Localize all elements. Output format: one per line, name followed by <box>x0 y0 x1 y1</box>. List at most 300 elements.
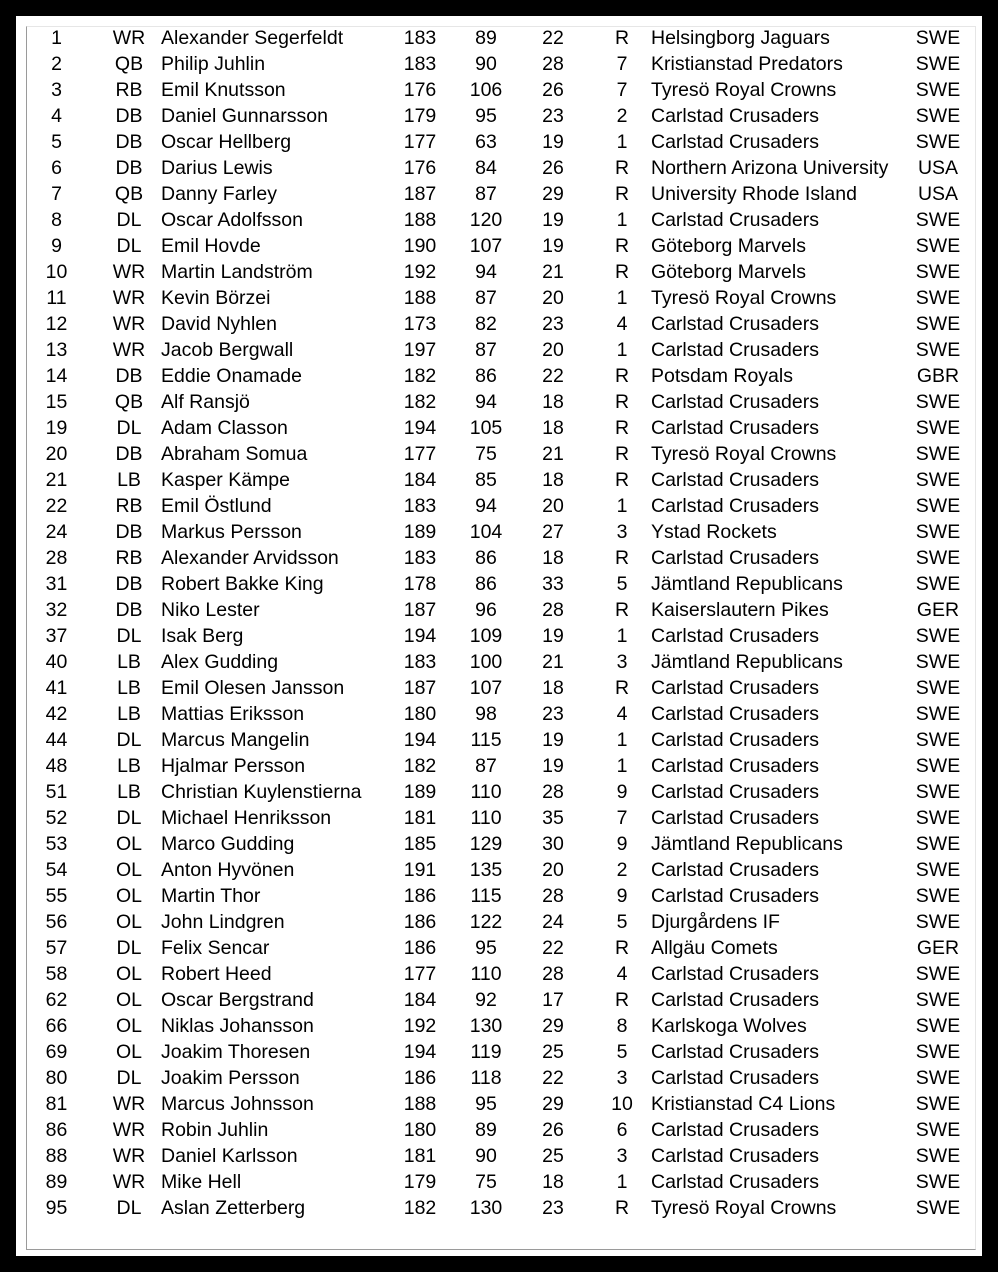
weight-value: 89 <box>475 1119 497 1141</box>
position-code: WR <box>112 339 146 361</box>
previous-club: Jämtland Republicans <box>651 651 843 673</box>
age-value: 22 <box>542 365 564 387</box>
table-row <box>16 415 965 441</box>
player-name: Emil Knutsson <box>161 79 286 101</box>
weight-value: 84 <box>475 157 497 179</box>
weight-value: 94 <box>475 391 497 413</box>
table-row <box>16 1117 965 1143</box>
player-name: Kevin Börzei <box>161 287 271 309</box>
experience-value: 3 <box>616 1067 628 1089</box>
weight-value: 96 <box>475 599 497 621</box>
nationality-code: GBR <box>916 365 960 387</box>
age-value: 25 <box>542 1041 564 1063</box>
weight-value: 87 <box>475 339 497 361</box>
experience-value: 9 <box>616 781 628 803</box>
table-row <box>16 571 965 597</box>
experience-value: R <box>614 937 630 959</box>
table-row <box>16 129 965 155</box>
table-row <box>16 181 965 207</box>
experience-value: 6 <box>616 1119 628 1141</box>
weight-value: 119 <box>470 1041 502 1063</box>
height-value: 192 <box>403 1015 437 1037</box>
height-value: 183 <box>403 547 437 569</box>
position-code: RB <box>115 495 143 517</box>
jersey-number: 3 <box>51 79 62 101</box>
height-value: 185 <box>403 833 437 855</box>
nationality-code: SWE <box>915 1145 961 1167</box>
previous-club: Tyresö Royal Crowns <box>651 443 837 465</box>
position-code: WR <box>112 1119 146 1141</box>
height-value: 176 <box>403 157 437 179</box>
weight-value: 95 <box>475 937 497 959</box>
position-code: DB <box>115 521 143 543</box>
position-code: RB <box>115 547 143 569</box>
experience-value: 1 <box>616 625 628 647</box>
nationality-code: SWE <box>915 1093 961 1115</box>
jersey-number: 4 <box>51 105 62 127</box>
table-row <box>16 545 965 571</box>
jersey-number: 5 <box>51 131 62 153</box>
weight-value: 107 <box>469 235 503 257</box>
previous-club: Carlstad Crusaders <box>651 469 819 491</box>
experience-value: R <box>614 989 630 1011</box>
nationality-code: SWE <box>915 781 961 803</box>
position-code: LB <box>117 755 141 777</box>
position-code: WR <box>112 261 146 283</box>
player-name: Daniel Gunnarsson <box>161 105 328 127</box>
height-value: 192 <box>403 261 437 283</box>
jersey-number: 32 <box>45 599 68 621</box>
position-code: WR <box>112 27 146 49</box>
previous-club: Carlstad Crusaders <box>651 495 819 517</box>
weight-value: 75 <box>475 1171 497 1193</box>
table-row <box>16 935 965 961</box>
position-code: DB <box>115 105 143 127</box>
table-row <box>16 623 965 649</box>
player-name: David Nyhlen <box>161 313 277 335</box>
table-row <box>16 597 965 623</box>
height-value: 183 <box>403 495 437 517</box>
height-value: 189 <box>403 781 437 803</box>
weight-value: 110 <box>470 963 502 985</box>
previous-club: University Rhode Island <box>651 183 857 205</box>
player-name: Robert Bakke King <box>161 573 324 595</box>
player-name: Alex Gudding <box>161 651 279 673</box>
position-code: LB <box>117 469 141 491</box>
height-value: 188 <box>403 287 437 309</box>
height-value: 181 <box>403 807 437 829</box>
jersey-number: 21 <box>45 469 68 491</box>
player-name: Darius Lewis <box>161 157 273 179</box>
nationality-code: SWE <box>915 677 961 699</box>
previous-club: Carlstad Crusaders <box>651 807 819 829</box>
jersey-number: 10 <box>45 261 68 283</box>
position-code: WR <box>112 1171 146 1193</box>
nationality-code: GER <box>916 937 960 959</box>
height-value: 180 <box>403 703 437 725</box>
height-value: 176 <box>403 79 437 101</box>
experience-value: R <box>614 1197 630 1219</box>
weight-value: 94 <box>475 261 497 283</box>
age-value: 23 <box>542 105 564 127</box>
player-name: Marcus Johnsson <box>161 1093 314 1115</box>
weight-value: 86 <box>475 573 497 595</box>
weight-value: 63 <box>475 131 497 153</box>
previous-club: Northern Arizona University <box>651 157 889 179</box>
height-value: 182 <box>403 391 437 413</box>
position-code: DL <box>116 417 142 439</box>
table-row <box>16 1039 965 1065</box>
table-row <box>16 103 965 129</box>
height-value: 189 <box>403 521 437 543</box>
position-code: LB <box>117 703 141 725</box>
previous-club: Potsdam Royals <box>651 365 793 387</box>
experience-value: 1 <box>616 729 628 751</box>
experience-value: 4 <box>616 963 628 985</box>
player-name: Mike Hell <box>161 1171 242 1193</box>
nationality-code: SWE <box>915 755 961 777</box>
height-value: 179 <box>403 1171 437 1193</box>
player-name: Marcus Mangelin <box>161 729 310 751</box>
previous-club: Carlstad Crusaders <box>651 105 819 127</box>
table-row <box>16 259 965 285</box>
experience-value: 8 <box>616 1015 628 1037</box>
player-name: Martin Landström <box>161 261 313 283</box>
nationality-code: SWE <box>915 807 961 829</box>
height-value: 186 <box>403 1067 437 1089</box>
height-value: 182 <box>403 755 437 777</box>
age-value: 22 <box>542 937 564 959</box>
player-name: Isak Berg <box>161 625 244 647</box>
experience-value: 2 <box>616 105 628 127</box>
experience-value: 5 <box>616 573 628 595</box>
player-name: Oscar Adolfsson <box>161 209 303 231</box>
weight-value: 94 <box>475 495 497 517</box>
previous-club: Carlstad Crusaders <box>651 1119 819 1141</box>
table-row <box>16 675 965 701</box>
height-value: 186 <box>403 937 437 959</box>
player-name: Abraham Somua <box>161 443 308 465</box>
table-row <box>16 389 965 415</box>
weight-value: 106 <box>469 79 503 101</box>
previous-club: Tyresö Royal Crowns <box>651 287 837 309</box>
jersey-number: 57 <box>45 937 68 959</box>
previous-club: Allgäu Comets <box>651 937 778 959</box>
experience-value: R <box>614 443 630 465</box>
position-code: WR <box>112 313 146 335</box>
age-value: 23 <box>542 313 564 335</box>
weight-value: 115 <box>470 885 502 907</box>
previous-club: Carlstad Crusaders <box>651 859 819 881</box>
height-value: 188 <box>403 1093 437 1115</box>
jersey-number: 51 <box>45 781 68 803</box>
jersey-number: 41 <box>45 677 68 699</box>
age-value: 19 <box>542 235 564 257</box>
experience-value: 1 <box>616 495 628 517</box>
player-name: Markus Persson <box>161 521 302 543</box>
nationality-code: SWE <box>915 339 961 361</box>
previous-club: Carlstad Crusaders <box>651 547 819 569</box>
nationality-code: SWE <box>915 1119 961 1141</box>
position-code: LB <box>117 651 141 673</box>
table-row <box>16 1065 965 1091</box>
age-value: 17 <box>542 989 564 1011</box>
player-name: Adam Classon <box>161 417 288 439</box>
weight-value: 135 <box>469 859 503 881</box>
jersey-number: 48 <box>45 755 68 777</box>
previous-club: Tyresö Royal Crowns <box>651 79 837 101</box>
table-row <box>16 1013 965 1039</box>
table-row <box>16 961 965 987</box>
age-value: 25 <box>542 1145 564 1167</box>
height-value: 186 <box>403 911 437 933</box>
weight-value: 120 <box>469 209 503 231</box>
table-row <box>16 831 965 857</box>
nationality-code: SWE <box>915 131 961 153</box>
weight-value: 95 <box>475 105 497 127</box>
player-name: Alf Ransjö <box>161 391 250 413</box>
height-value: 184 <box>403 469 437 491</box>
nationality-code: SWE <box>915 469 961 491</box>
table-row <box>16 1169 965 1195</box>
position-code: DB <box>115 443 143 465</box>
previous-club: Jämtland Republicans <box>651 833 843 855</box>
age-value: 29 <box>542 1093 564 1115</box>
jersey-number: 1 <box>51 27 62 49</box>
jersey-number: 55 <box>45 885 68 907</box>
table-row <box>16 701 965 727</box>
experience-value: R <box>614 157 630 179</box>
jersey-number: 24 <box>45 521 68 543</box>
experience-value: R <box>614 261 630 283</box>
weight-value: 122 <box>469 911 503 933</box>
experience-value: 9 <box>616 885 628 907</box>
table-row <box>16 753 965 779</box>
table-row <box>16 883 965 909</box>
table-row <box>16 25 965 51</box>
player-name: Robin Juhlin <box>161 1119 269 1141</box>
weight-value: 90 <box>475 53 497 75</box>
previous-club: Jämtland Republicans <box>651 573 843 595</box>
jersey-number: 42 <box>45 703 68 725</box>
age-value: 27 <box>542 521 564 543</box>
jersey-number: 95 <box>45 1197 68 1219</box>
experience-value: 1 <box>616 287 628 309</box>
jersey-number: 58 <box>45 963 68 985</box>
position-code: RB <box>115 79 143 101</box>
position-code: DB <box>115 157 143 179</box>
table-row <box>16 337 965 363</box>
table-row <box>16 987 965 1013</box>
player-name: Alexander Segerfeldt <box>161 27 344 49</box>
height-value: 186 <box>403 885 437 907</box>
previous-club: Carlstad Crusaders <box>651 1145 819 1167</box>
age-value: 20 <box>542 859 564 881</box>
jersey-number: 88 <box>45 1145 68 1167</box>
nationality-code: SWE <box>915 1041 961 1063</box>
jersey-number: 31 <box>45 573 68 595</box>
jersey-number: 81 <box>45 1093 68 1115</box>
previous-club: Carlstad Crusaders <box>651 131 819 153</box>
age-value: 21 <box>542 443 564 465</box>
jersey-number: 13 <box>45 339 68 361</box>
age-value: 29 <box>542 183 564 205</box>
height-value: 187 <box>403 183 437 205</box>
height-value: 177 <box>403 443 437 465</box>
height-value: 194 <box>403 625 437 647</box>
previous-club: Carlstad Crusaders <box>651 417 819 439</box>
position-code: DL <box>116 209 142 231</box>
nationality-code: SWE <box>915 989 961 1011</box>
age-value: 19 <box>542 131 564 153</box>
height-value: 173 <box>403 313 437 335</box>
previous-club: Djurgårdens IF <box>651 911 780 933</box>
nationality-code: SWE <box>915 1171 961 1193</box>
table-row <box>16 285 965 311</box>
position-code: DB <box>115 599 143 621</box>
player-name: Danny Farley <box>161 183 277 205</box>
previous-club: Tyresö Royal Crowns <box>651 1197 837 1219</box>
player-name: Robert Heed <box>161 963 272 985</box>
height-value: 183 <box>403 53 437 75</box>
previous-club: Carlstad Crusaders <box>651 677 819 699</box>
age-value: 30 <box>542 833 564 855</box>
position-code: OL <box>115 885 142 907</box>
position-code: QB <box>114 53 144 75</box>
experience-value: 4 <box>616 313 628 335</box>
table-row <box>16 441 965 467</box>
previous-club: Kristianstad C4 Lions <box>651 1093 836 1115</box>
weight-value: 85 <box>475 469 497 491</box>
table-row <box>16 1143 965 1169</box>
position-code: DL <box>116 1197 142 1219</box>
table-row <box>16 519 965 545</box>
table-row <box>16 77 965 103</box>
player-name: Kasper Kämpe <box>161 469 290 491</box>
table-row <box>16 311 965 337</box>
experience-value: 1 <box>616 339 628 361</box>
position-code: DB <box>115 573 143 595</box>
player-name: Alexander Arvidsson <box>161 547 339 569</box>
age-value: 19 <box>542 755 564 777</box>
age-value: 26 <box>542 79 564 101</box>
experience-value: 1 <box>616 755 628 777</box>
age-value: 28 <box>542 781 564 803</box>
position-code: OL <box>115 911 142 933</box>
table-row <box>16 805 965 831</box>
age-value: 19 <box>542 729 564 751</box>
height-value: 194 <box>403 1041 437 1063</box>
position-code: DL <box>116 1067 142 1089</box>
previous-club: Carlstad Crusaders <box>651 781 819 803</box>
position-code: OL <box>115 963 142 985</box>
experience-value: 5 <box>616 911 628 933</box>
previous-club: Carlstad Crusaders <box>651 989 819 1011</box>
experience-value: R <box>614 365 630 387</box>
age-value: 22 <box>542 1067 564 1089</box>
player-name: Emil Hovde <box>161 235 261 257</box>
weight-value: 92 <box>475 989 497 1011</box>
height-value: 182 <box>403 365 437 387</box>
experience-value: 3 <box>616 521 628 543</box>
player-name: Daniel Karlsson <box>161 1145 298 1167</box>
player-name: Felix Sencar <box>161 937 270 959</box>
previous-club: Carlstad Crusaders <box>651 885 819 907</box>
nationality-code: SWE <box>915 963 961 985</box>
jersey-number: 52 <box>45 807 68 829</box>
nationality-code: SWE <box>915 209 961 231</box>
height-value: 177 <box>403 131 437 153</box>
nationality-code: SWE <box>915 1067 961 1089</box>
jersey-number: 12 <box>45 313 68 335</box>
nationality-code: USA <box>917 183 959 205</box>
table-row <box>16 493 965 519</box>
player-name: Hjalmar Persson <box>161 755 306 777</box>
weight-value: 118 <box>470 1067 502 1089</box>
nationality-code: SWE <box>915 729 961 751</box>
nationality-code: SWE <box>915 417 961 439</box>
age-value: 28 <box>542 963 564 985</box>
player-name: Philip Juhlin <box>161 53 266 75</box>
experience-value: R <box>614 547 630 569</box>
experience-value: 2 <box>616 859 628 881</box>
height-value: 183 <box>403 27 437 49</box>
player-name: Joakim Persson <box>161 1067 300 1089</box>
table-row <box>16 467 965 493</box>
height-value: 194 <box>403 417 437 439</box>
height-value: 184 <box>403 989 437 1011</box>
player-name: Michael Henriksson <box>161 807 332 829</box>
table-row <box>16 727 965 753</box>
previous-club: Göteborg Marvels <box>651 261 806 283</box>
experience-value: 1 <box>616 131 628 153</box>
jersey-number: 7 <box>51 183 62 205</box>
nationality-code: SWE <box>915 651 961 673</box>
weight-value: 130 <box>469 1015 503 1037</box>
jersey-number: 89 <box>45 1171 68 1193</box>
jersey-number: 54 <box>45 859 68 881</box>
height-value: 187 <box>403 599 437 621</box>
experience-value: 1 <box>616 1171 628 1193</box>
nationality-code: SWE <box>915 313 961 335</box>
nationality-code: SWE <box>915 573 961 595</box>
age-value: 20 <box>542 339 564 361</box>
position-code: DB <box>115 131 143 153</box>
jersey-number: 6 <box>51 157 62 179</box>
age-value: 23 <box>542 1197 564 1219</box>
experience-value: R <box>614 599 630 621</box>
previous-club: Carlstad Crusaders <box>651 339 819 361</box>
weight-value: 105 <box>469 417 503 439</box>
age-value: 19 <box>542 209 564 231</box>
position-code: DL <box>116 235 142 257</box>
previous-club: Carlstad Crusaders <box>651 1067 819 1089</box>
experience-value: 7 <box>616 79 628 101</box>
weight-value: 109 <box>469 625 503 647</box>
previous-club: Carlstad Crusaders <box>651 703 819 725</box>
position-code: OL <box>115 833 142 855</box>
weight-value: 107 <box>469 677 503 699</box>
weight-value: 110 <box>470 807 502 829</box>
jersey-number: 11 <box>46 287 67 309</box>
height-value: 182 <box>403 1197 437 1219</box>
table-row <box>16 1195 965 1221</box>
weight-value: 89 <box>475 27 497 49</box>
height-value: 197 <box>403 339 437 361</box>
height-value: 177 <box>403 963 437 985</box>
previous-club: Carlstad Crusaders <box>651 729 819 751</box>
roster-table <box>16 25 965 1221</box>
